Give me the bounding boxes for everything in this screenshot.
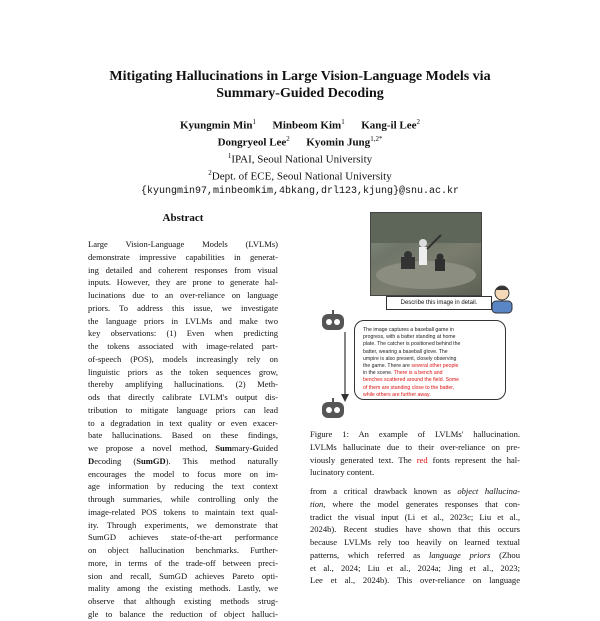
title-line-1: Mitigating Hallucinations in Large Vision-Language Models via	[109, 69, 491, 84]
abstract-line: to a degradation in text quality or even exacer-	[88, 417, 278, 428]
paper-title	[0, 68, 600, 102]
photo-scene	[371, 213, 481, 295]
affil-text: IPAI, Seoul National University	[231, 153, 373, 166]
response-line: benches scattered around the field. Some	[363, 377, 460, 384]
abstract-line: age information by reducing the text context	[88, 481, 278, 492]
response-line: batter, wearing a baseball glove. The	[363, 348, 448, 355]
body-line: tion, where the model generates responses that con-	[310, 498, 520, 509]
title-line-2: Summary-Guided Decoding	[216, 86, 384, 101]
author-name: Kyungmin Min	[180, 119, 253, 132]
body-line: et al., 2024; Liu et al., 2024a; Jing et al., 2023;	[310, 562, 520, 573]
response-line: in the scene. There is a bench and	[363, 370, 443, 377]
body-line: because LVLMs rely too heavily on learned textual	[310, 537, 520, 547]
body-line: 2024b). Recent studies have shown that this occurs	[310, 524, 520, 535]
abstract-line: ods that directly calibrate LVLM's output dis-	[88, 392, 278, 402]
abstract-line: priors. To address this issue, we investigate	[88, 302, 278, 313]
response-line: while others are further away.	[363, 391, 431, 398]
abstract-line: ity. Through experiments, we demonstrate that	[88, 519, 278, 530]
generation-arrow	[340, 332, 350, 404]
abstract-line: thereby amplifying hallucinations. (2) Meth-	[88, 379, 278, 390]
author-name: Kyomin Jung	[306, 136, 371, 149]
abstract-line: encourages the model to focus more on im-	[88, 468, 278, 479]
figure-caption	[310, 428, 520, 479]
abstract-line: linguistic priors as the token sequences grow,	[88, 366, 278, 377]
abstract-line: more, in terms of the trade-off between preci-	[88, 557, 278, 568]
author-block	[0, 116, 600, 198]
abstract-line: sion and recall, SumGD achieves Pareto opti-	[88, 570, 278, 581]
abstract-line: mality among the existing methods. Lastly, we	[88, 583, 278, 594]
abstract-line: demonstrate impressive capabilities in generat-	[88, 251, 278, 262]
caption-line: LVLMs hallucinate due to their over-reliance on pre-	[310, 441, 520, 452]
abstract-line: tribution to mitigate language priors can lead	[88, 404, 278, 415]
author-line-2	[0, 133, 600, 150]
abstract-line: lucinations due to an over-reliance on language	[88, 290, 278, 300]
response-line: of them are standing close to the batter,	[363, 384, 455, 391]
caption-line: lucinatory content.	[310, 467, 375, 478]
author-affil-sup: 2	[416, 118, 420, 126]
author-affil-sup: 1,2*	[370, 135, 383, 144]
response-line: the game. There are several other people	[363, 363, 459, 370]
model-response-bubble	[354, 320, 506, 400]
abstract-line: Large Vision-Language Models (LVLMs)	[88, 239, 278, 249]
abstract-line: the language priors in LVLMs and make two	[88, 315, 278, 326]
affil-text: Dept. of ECE, Seoul National University	[211, 171, 392, 184]
abstract-heading: Abstract	[162, 212, 204, 224]
author-affil-sup: 1	[341, 118, 345, 126]
response-line: The image captures a baseball game in	[363, 327, 454, 333]
abstract-line: gle to balance the reduction of object halluci-	[88, 608, 278, 619]
author-name: Kang-il Lee	[361, 119, 417, 132]
baseball-photo	[370, 212, 482, 296]
abstract-line: of-speech (POS), models increasingly rely on	[88, 353, 278, 364]
robot-icon	[320, 310, 346, 332]
abstract-line: ing detailed and coherent responses from visual	[88, 264, 278, 275]
body-line: Lee et al., 2024b). This over-reliance on language	[310, 575, 520, 586]
author-line-1	[0, 116, 600, 133]
prompt-box: Describe this image in detail.	[386, 296, 492, 310]
response-line: plate. The catcher is positioned behind the	[363, 341, 461, 348]
author-emails: {kyungmin97,minbeomkim,4bkang,drl123,kjung}@snu.ac.kr	[140, 185, 460, 197]
abstract-line: image-related POS tokens to maintain text qual-	[88, 506, 278, 517]
abstract-line: we propose a novel method, Summary-Guided	[88, 443, 278, 453]
abstract-line: on object hallucination benchmarks. Further-	[88, 545, 278, 555]
caption-line: Figure 1: An example of LVLMs' hallucination.	[310, 429, 520, 439]
abstract-line: key observations: (1) Even when predicting	[88, 328, 278, 339]
body-line: patterns, which referred as language priors (Zhou	[310, 549, 520, 560]
author-affil-sup: 1	[252, 118, 256, 126]
affiliation-1	[0, 150, 600, 167]
abstract-body	[88, 238, 278, 621]
affiliation-2	[0, 167, 600, 184]
abstract-line: bate hallucinations. Based on these findings,	[88, 430, 278, 441]
caption-line: viously generated text. The red fonts represent the hal-	[310, 454, 520, 465]
affil-sup: 2	[208, 169, 212, 178]
response-line: progress, with a batter standing at home	[363, 334, 456, 341]
body-line: from a critical drawback known as object hallucina-	[310, 486, 520, 496]
abstract-line: inputs. However, they are prone to generate hal-	[88, 277, 278, 288]
response-line: umpire is also present, closely observing	[363, 355, 457, 362]
author-name: Minbeom Kim	[272, 119, 342, 132]
affil-sup: 1	[227, 152, 232, 161]
abstract-line: observe that although existing methods strug-	[88, 596, 278, 606]
abstract-line: Decoding (SumGD). This method naturally	[88, 455, 278, 466]
abstract-line: the tokens associated with image-related part-	[88, 341, 278, 351]
abstract-line: through summaries, while controlling only the	[88, 494, 278, 504]
robot-icon-bottom	[320, 398, 346, 420]
user-avatar-icon	[488, 284, 516, 314]
author-affil-sup: 2	[286, 135, 290, 144]
figure-1	[310, 210, 520, 420]
right-column-body	[310, 485, 520, 587]
body-line: tradict the visual input (Li et al., 2023c; Liu et al.,	[310, 511, 520, 522]
abstract-line: SumGD achieves state-of-the-art performance	[88, 532, 278, 543]
author-name: Dongryeol Lee	[217, 136, 287, 149]
